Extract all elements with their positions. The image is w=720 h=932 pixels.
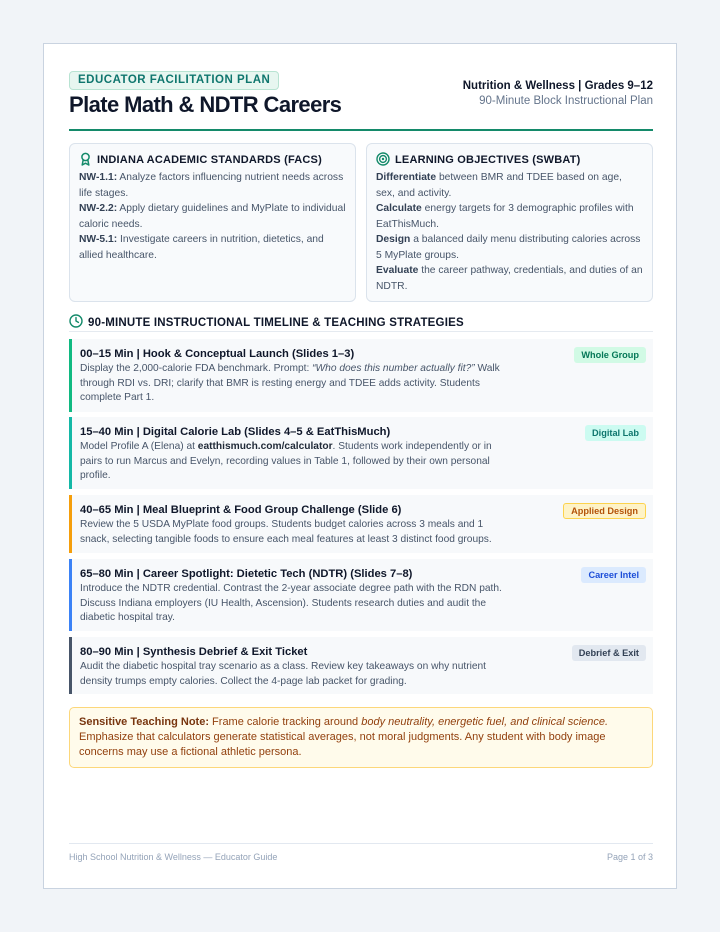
note-text: Emphasize that calculators generate statistical averages, not moral judgments. Any student with body image concerns may use a fictional athletic persona. bbox=[79, 731, 606, 759]
clock-icon bbox=[69, 314, 83, 331]
objective-verb: Design bbox=[376, 234, 411, 245]
objective-text: a balanced daily menu distributing calories across 5 MyPlate groups. bbox=[376, 234, 641, 261]
standard-code: NW-5.1: bbox=[79, 234, 118, 245]
timeline-block bbox=[69, 637, 653, 694]
timeline-block-title: 80–90 Min | Synthesis Debrief & Exit Ticket bbox=[80, 646, 308, 658]
calculator-url: eatthismuch.com/calculator bbox=[197, 441, 333, 452]
standards-heading-text: INDIANA ACADEMIC STANDARDS (FACS) bbox=[97, 154, 322, 166]
course-label: Nutrition & Wellness | Grades 9–12 bbox=[462, 80, 653, 92]
timeline-block-description: Audit the diabetic hospital tray scenario as a class. Review key takeaways on why nutrient density trumps empty calories. Collect the 4-page lab packet for grading. bbox=[80, 661, 487, 687]
standard-text: Investigate careers in nutrition, dietetics, and allied healthcare. bbox=[79, 234, 324, 261]
description-text: Display the 2,000-calorie FDA benchmark. Prompt: bbox=[80, 363, 313, 374]
timeline-block-description bbox=[80, 362, 510, 406]
strategy-badge: Debrief & Exit bbox=[572, 645, 646, 661]
objective-item bbox=[376, 263, 643, 294]
objectives-card bbox=[366, 143, 653, 302]
document-type-tag: EDUCATOR FACILITATION PLAN bbox=[69, 71, 279, 90]
objective-verb: Differentiate bbox=[376, 172, 437, 183]
timeline-divider bbox=[69, 331, 653, 332]
target-icon bbox=[376, 152, 390, 169]
timeline-block-title: 15–40 Min | Digital Calorie Lab (Slides 4–5 & EatThisMuch) bbox=[80, 426, 391, 438]
timeline-block-description: Introduce the NDTR credential. Contrast the 2-year associate degree path with the RDN path. Discuss Indiana employers (IU Health, Ascension). Students research duties and audit the diabetic hospital tray. bbox=[80, 583, 502, 623]
timeline-block bbox=[69, 339, 653, 412]
strategy-badge: Digital Lab bbox=[585, 425, 646, 441]
footer-guide-title: High School Nutrition & Wellness — Educator Guide bbox=[69, 852, 278, 862]
description-text: Model Profile A (Elena) at bbox=[80, 441, 198, 452]
document-page bbox=[43, 43, 677, 889]
page-title: Plate Math & NDTR Careers bbox=[69, 92, 342, 117]
standard-item bbox=[79, 170, 346, 201]
objective-item bbox=[376, 170, 643, 201]
objectives-heading bbox=[376, 153, 643, 167]
standard-text: Analyze factors influencing nutrient needs across life stages. bbox=[79, 172, 344, 199]
objective-item bbox=[376, 232, 643, 263]
note-text: Frame calorie tracking around bbox=[209, 716, 362, 728]
objective-text: between BMR and TDEE based on age, sex, and activity. bbox=[376, 172, 622, 199]
timeline-heading bbox=[69, 314, 464, 331]
timeline-block-description bbox=[80, 440, 510, 484]
objective-text: the career pathway, credentials, and duties of an NDTR. bbox=[376, 265, 643, 292]
timeline-block-description: Review the 5 USDA MyPlate food groups. Students budget calories across 3 meals and 1 snack, selecting tangible foods to ensure each meal features at least 3 distinct food groups. bbox=[80, 519, 492, 545]
strategy-badge: Applied Design bbox=[563, 503, 646, 519]
objectives-heading-text: LEARNING OBJECTIVES (SWBAT) bbox=[395, 154, 581, 166]
sensitive-teaching-note bbox=[69, 707, 653, 768]
note-label: Sensitive Teaching Note: bbox=[79, 716, 209, 728]
objective-verb: Calculate bbox=[376, 203, 422, 214]
award-ribbon-icon bbox=[79, 152, 92, 169]
standard-code: NW-1.1: bbox=[79, 172, 118, 183]
timeline-heading-text: 90-MINUTE INSTRUCTIONAL TIMELINE & TEACHING STRATEGIES bbox=[88, 316, 464, 329]
standards-card bbox=[69, 143, 356, 302]
objective-verb: Evaluate bbox=[376, 265, 419, 276]
strategy-badge: Career Intel bbox=[581, 567, 646, 583]
timeline-block bbox=[69, 417, 653, 489]
page-number: Page 1 of 3 bbox=[606, 852, 653, 862]
timeline-block bbox=[69, 559, 653, 631]
header-divider bbox=[69, 129, 653, 131]
timeline-block bbox=[69, 495, 653, 553]
objective-text: energy targets for 3 demographic profiles with EatThisMuch. bbox=[376, 203, 634, 230]
standards-list bbox=[79, 170, 346, 263]
plan-subtitle: 90-Minute Block Instructional Plan bbox=[479, 95, 653, 107]
standards-heading bbox=[79, 153, 346, 167]
description-text: Walk through RDI vs. DRI; clarify that BMR is resting energy and TDEE adds activity. Students complete Part 1. bbox=[80, 363, 500, 403]
timeline-block-title: 65–80 Min | Career Spotlight: Dietetic Tech (NDTR) (Slides 7–8) bbox=[80, 568, 413, 580]
footer-divider bbox=[69, 843, 653, 844]
strategy-badge: Whole Group bbox=[574, 347, 646, 363]
description-text: . Students work independently or in pairs to run Marcus and Evelyn, recording values in Table 1, followed by their own personal profile. bbox=[80, 441, 492, 481]
note-emphasis: body neutrality, energetic fuel, and clinical science. bbox=[361, 716, 609, 728]
prompt-quote: “Who does this number actually fit?” bbox=[312, 363, 475, 374]
timeline-block-title: 40–65 Min | Meal Blueprint & Food Group Challenge (Slide 6) bbox=[80, 504, 402, 516]
objectives-list bbox=[376, 170, 643, 294]
objective-item bbox=[376, 201, 643, 232]
standard-item bbox=[79, 201, 346, 232]
standard-text: Apply dietary guidelines and MyPlate to individual caloric needs. bbox=[79, 203, 346, 230]
standard-code: NW-2.2: bbox=[79, 203, 118, 214]
standard-item bbox=[79, 232, 346, 263]
timeline-block-title: 00–15 Min | Hook & Conceptual Launch (Slides 1–3) bbox=[80, 348, 355, 360]
